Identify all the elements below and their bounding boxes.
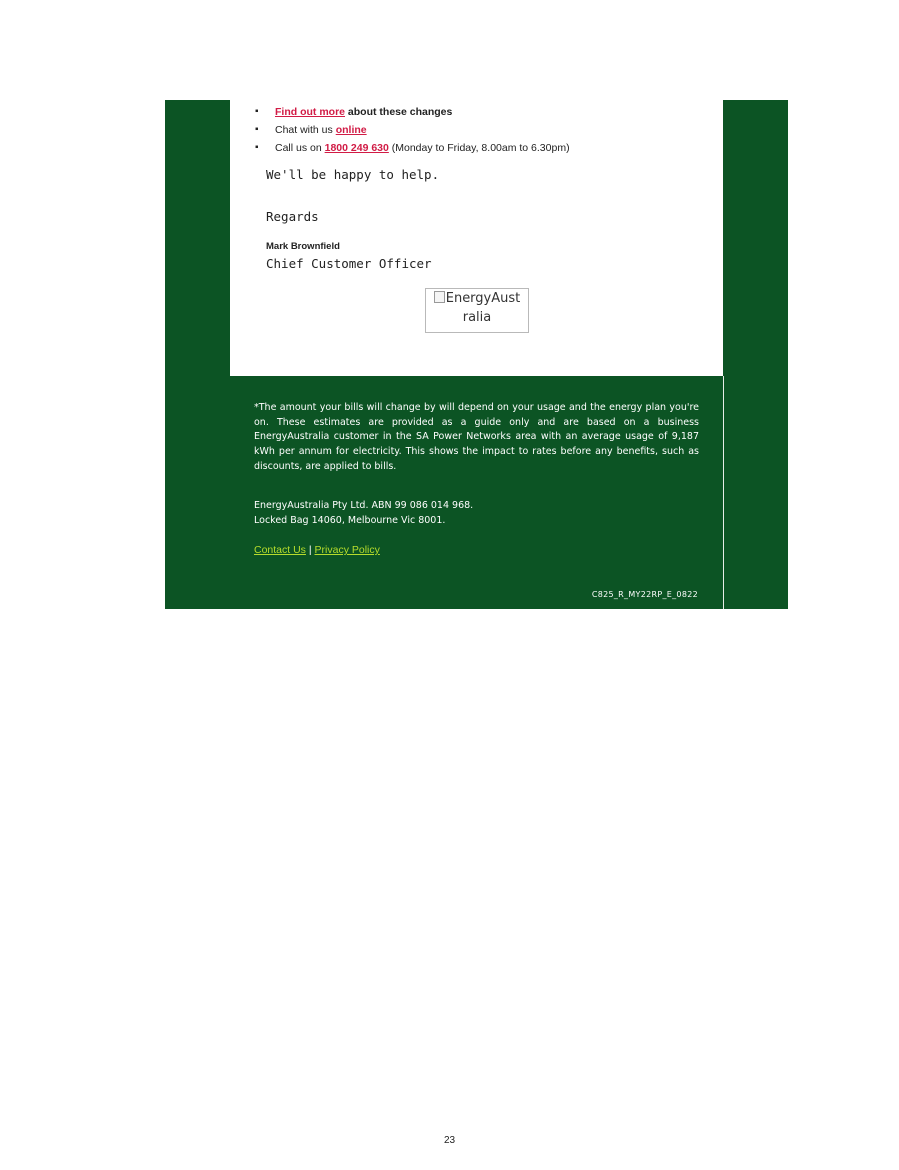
happy-to-help-text: We'll be happy to help. [266,167,440,182]
regards-text: Regards [266,209,319,224]
contact-us-link[interactable]: Contact Us [254,544,306,556]
email-footer [230,376,724,609]
find-out-more-link[interactable]: Find out more [275,106,345,118]
chat-prefix: Chat with us [275,124,336,136]
chat-online-link[interactable]: online [335,124,367,136]
company-line-2: Locked Bag 14060, Melbourne Vic 8001. [254,515,446,526]
call-prefix: Call us on [275,142,325,154]
footer-links [254,544,380,556]
broken-image-icon [434,291,445,303]
energyaustralia-logo-image [425,288,529,333]
privacy-policy-link[interactable]: Privacy Policy [314,544,380,556]
list-item-chat [255,121,570,139]
logo-alt-line-2: ralia [462,310,492,325]
link-separator: | [308,544,312,556]
company-line-1: EnergyAustralia Pty Ltd. ABN 99 086 014 968. [254,500,474,511]
find-out-more-text: about these changes [345,106,453,118]
page-number: 23 [443,1135,456,1146]
list-item-find-out-more [255,103,570,121]
campaign-code: C825_R_MY22RP_E_0822 [591,590,698,599]
logo-alt-text-1: EnergyAust [445,291,521,306]
email-container [165,100,788,609]
help-list [255,103,570,157]
signer-title: Chief Customer Officer [266,256,432,271]
phone-link[interactable]: 1800 249 630 [324,142,389,154]
bullet-icon: ▪ [255,142,259,153]
email-body-panel [230,100,723,376]
disclaimer-text: *The amount your bills will change by will depend on your usage and the energy plan you're on. These estimates are provided as a guide only and are based on a business EnergyAustralia customer in the SA Power Networks area with an average usage of 9,187 kWh per annum for electricity. This shows the impact to rates before any benefits, such as discounts, are applied to bills. [254,402,699,472]
bullet-icon: ▪ [255,124,259,135]
call-hours-text: (Monday to Friday, 8.00am to 6.30pm) [388,142,570,154]
list-item-call [255,139,570,157]
logo-alt-line-1 [426,289,528,308]
signer-name: Mark Brownfield [266,241,340,252]
bullet-icon: ▪ [255,106,259,117]
